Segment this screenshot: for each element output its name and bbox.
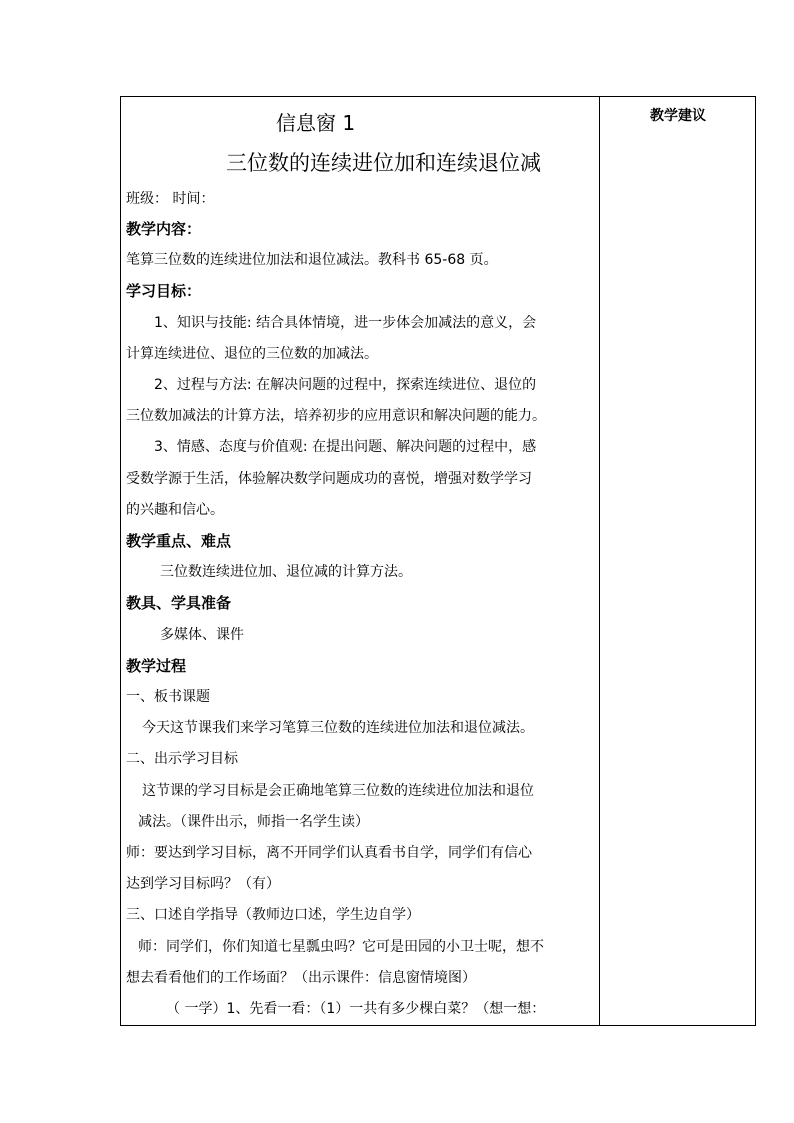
content-line: 2、过程与方法: 在解决问题的过程中，探索连续进位、退位的 — [154, 377, 537, 393]
content-line: 三位数加减法的计算方法，培养初步的应用意识和解决问题的能力。 — [126, 408, 546, 425]
content-line: 师：要达到学习目标，离不开同学们认真看书自学，同学们有信心 — [126, 845, 532, 861]
content-line: 多媒体、课件 — [160, 626, 244, 643]
content-line: （ 一学）1、先看一看：（1）一共有多少棵白菜？（想一想： — [166, 1001, 546, 1017]
content-line: 今天这节课我们来学习笔算三位数的连续进位加法和退位减法。 — [142, 720, 534, 737]
content-line: 想去看看他们的工作场面？（出示课件：信息窗情境图） — [126, 969, 476, 986]
content-line: 达到学习目标吗？（有） — [126, 876, 280, 893]
content-line: 教学内容： — [126, 220, 202, 238]
content-line: 一、板书课题 — [126, 689, 210, 705]
content-line: 计算连续进位、退位的三位数的加减法。 — [126, 345, 378, 362]
content-line: 3、情感、态度与价值观: 在提出问题、解决问题的过程中，感 — [154, 439, 537, 456]
content-line: 三、口述自学指导（教师边口述，学生边自学） — [126, 907, 420, 924]
class-time-line: 班级： 时间： — [126, 191, 215, 207]
content-line: 教学重点、难点 — [126, 532, 232, 550]
content-line: 学习目标： — [126, 282, 202, 301]
content-line: 受数学源于生活，体验解决数学问题成功的喜悦，增强对数学学习 — [126, 470, 532, 487]
content-line: 教具、学具准备 — [126, 594, 232, 613]
content-line: 三位数连续进位加、退位减的计算方法。 — [160, 564, 412, 581]
content-line: 笔算三位数的连续进位加法和退位减法。教科书 65-68 页。 — [126, 252, 498, 269]
content-line: 1、知识与技能: 结合具体情境，进一步体会加减法的意义，会 — [154, 314, 537, 331]
content-line: 的兴趣和信心。 — [126, 501, 224, 518]
lesson-title: 三位数的连续进位加和连续退位减 — [226, 151, 541, 175]
content-line: 师：同学们，你们知道七星瓢虫吗？它可是田园的小卫士呢，想不 — [138, 938, 544, 955]
content-line: 二、出示学习目标 — [126, 751, 238, 768]
content-line: 这节课的学习目标是会正确地笔算三位数的连续进位加法和退位 — [142, 782, 534, 799]
info-window-title: 信息窗 1 — [276, 111, 356, 135]
content-line: 教学过程 — [126, 656, 187, 675]
lesson-plan-table — [120, 96, 756, 1026]
column-divider — [599, 97, 600, 1025]
teaching-suggestion-header: 教学建议 — [650, 108, 706, 124]
content-line: 减法。（课件出示，师指一名学生读） — [138, 813, 369, 830]
